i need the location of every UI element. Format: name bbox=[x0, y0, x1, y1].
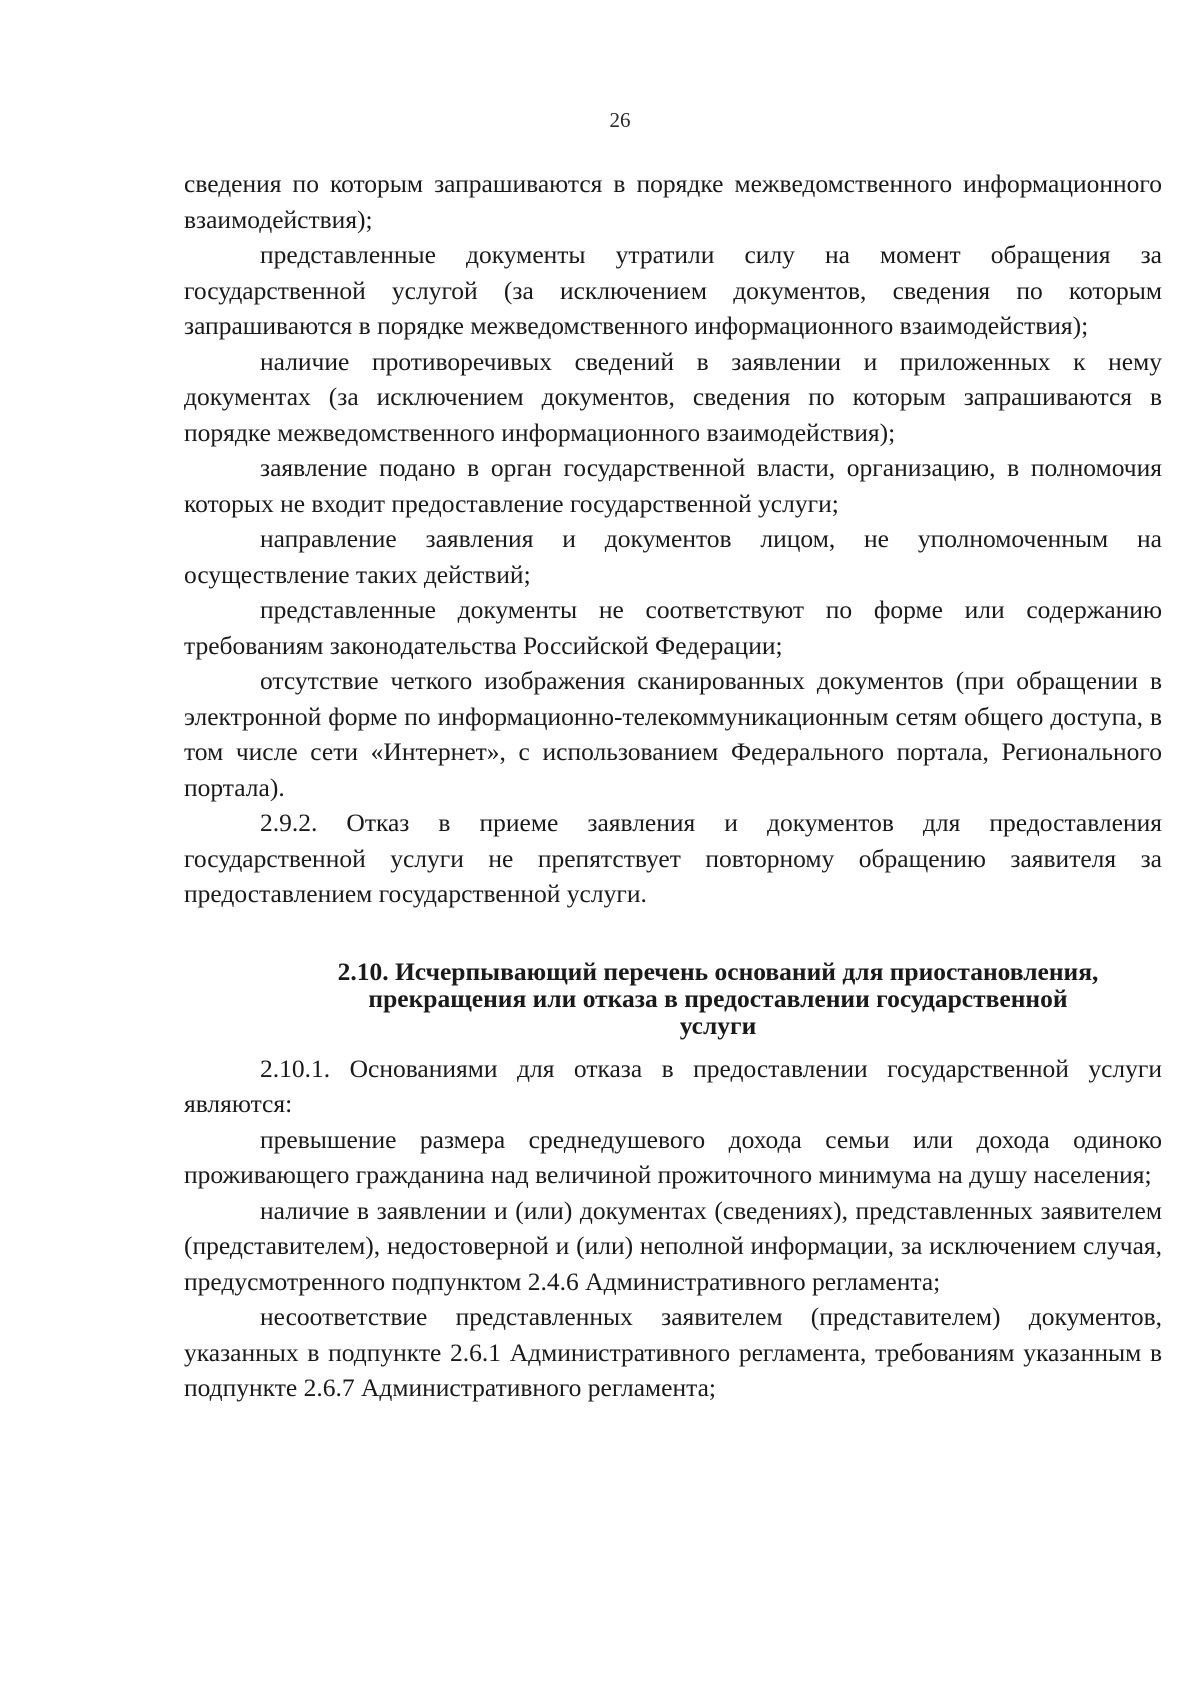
paragraph: наличие в заявлении и (или) документах (сведениях), представленных заявителем (представителем), недостоверной и (или) неполной информации, за исключением случая, предусмотренного подпунктом 2.4.6 Административного регламента; bbox=[184, 1195, 1162, 1296]
section-heading-line: услуги bbox=[679, 1010, 757, 1040]
section-heading-line: прекращения или отказа в предоставлении государственной bbox=[368, 983, 1068, 1013]
paragraph: представленные документы не соответствуют по форме или содержанию требованиям законодательства Российской Федерации; bbox=[184, 595, 1162, 660]
paragraph: представленные документы утратили силу на момент обращения за государственной услугой (за исключением документов, сведения по которым запрашиваются в порядке межведомственного информационного взаимодействия); bbox=[184, 240, 1162, 340]
paragraph: наличие противоречивых сведений в заявлении и приложенных к нему документах (за исключением документов, сведения по которым запрашиваются в порядке межведомственного информационного взаимодействия); bbox=[184, 346, 1162, 447]
paragraph: направление заявления и документов лицом, не уполномоченным на осуществление таких действий; bbox=[184, 524, 1162, 589]
page-number: 26 bbox=[609, 108, 631, 132]
section-heading bbox=[184, 958, 1162, 1039]
paragraph: заявление подано в орган государственной власти, организацию, в полномочия которых не входит предоставление государственной услуги; bbox=[184, 453, 1162, 518]
paragraph: превышение размера среднедушевого дохода семьи или дохода одиноко проживающего гражданина над величиной прожиточного минимума на душу населения; bbox=[184, 1124, 1162, 1189]
section-heading-line: 2.10. Исчерпывающий перечень оснований для приостановления, bbox=[337, 956, 1099, 986]
document-body bbox=[184, 166, 1162, 1406]
paragraph: 2.9.2. Отказ в приеме заявления и документов для предоставления государственной услуги не препятствует повторному обращению заявителя за предоставлением государственной услуги. bbox=[184, 808, 1162, 908]
paragraph: 2.10.1. Основаниями для отказа в предоставлении государственной услуги являются: bbox=[184, 1053, 1162, 1118]
paragraph: сведения по которым запрашиваются в порядке межведомственного информационного взаимодействия); bbox=[184, 169, 1162, 234]
paragraph: отсутствие четкого изображения сканированных документов (при обращении в электронной форме по информационно-телекоммуникационным сетям общего доступа, в том числе сети «Интернет», с использованием Федерального портала, Регионального портала). bbox=[184, 666, 1162, 802]
paragraph: несоответствие представленных заявителем (представителем) документов, указанных в подпункте 2.6.1 Административного регламента, требованиям указанным в подпункте 2.6.7 Административного регламента; bbox=[184, 1302, 1162, 1402]
